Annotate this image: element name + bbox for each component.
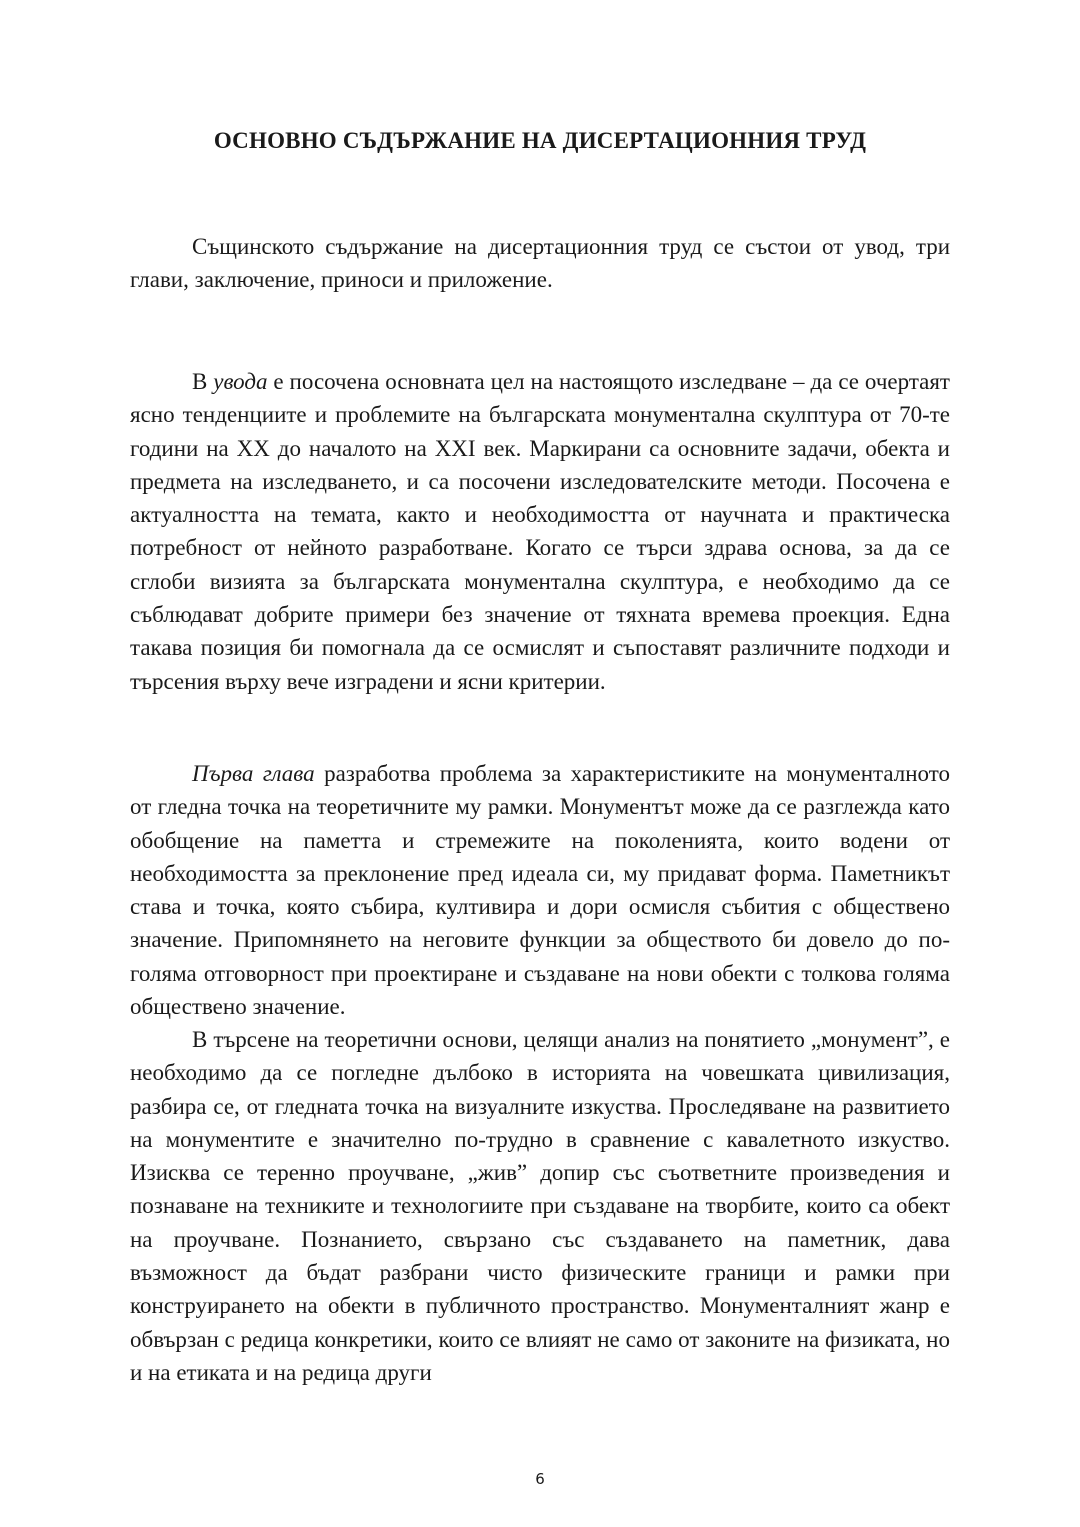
italic-term-uvod: увода — [213, 369, 268, 394]
italic-term-chapter-one: Първа глава — [192, 761, 315, 786]
paragraph-text: разработва проблема за характеристиките на монументалното от гледна точка на теоретичните му рамки. Монументът може да се разглежда като обобщение на паметта и стремежите на поколенията, които водени от необходимостта за преклонение пред идеала си, му придават форма. Паметникът става и точка, която събира, култивира и дори осмисля събития с обществено значение. Припомнянето на неговите функции за обществото би довело до по-голяма отговорност при проектиране и създаване на нови обекти с толкова голяма обществено значение. — [130, 761, 950, 1020]
paragraph-theoretical-basis: В търсене на теоретични основи, целящи анализ на понятието „монумент”, е необходимо да се погледне дълбоко в историята на човешката цивилизация, разбира се, от гледната точка на визуалните изкуства. Проследяване на развитието на монументите е значително по-трудно в сравнение с кавалетното изкуство. Изисква се теренно проучване, „жив” допир със съответните произведения и познаване на техниките и технологиите при създаване на творбите, които са обект на проучване. Познанието, свързано със създаването на паметник, дава възможност да бъдат разбрани чисто физическите граници и рамки при конструирането на обекти в публичното пространство. Монументалният жанр е обвързан с редица конкретики, които се влияят не само от законите на физиката, но и на етиката и на редица други — [130, 1027, 950, 1385]
page-number: 6 — [535, 1470, 545, 1488]
paragraph-intro: Същинското съдържание на дисертационния труд се състои от увод, три глави, заключение, приноси и приложение. — [130, 234, 950, 293]
paragraph-lead: В — [192, 369, 214, 394]
paragraph-text: е посочена основната цел на настоящото изследване – да се очертаят ясно тенденциите и проблемите на българската монументална скулптура от 70-те години на ХХ до началото на ХХІ век. Маркирани са основните задачи, обекта и предмета на изследването, и са посочени изследователските методи. Посочена е актуалността на темата, както и необходимостта от научната и практическа потребност от нейното разработване. Когато се търси здрава основа, за да се сглоби визията за българската монументална скулптура, е необходимо да се съблюдават добрите примери без значение от тяхната времева проекция. Една такава позиция би помогнала да се осмислят и съпоставят различните подходи и търсения върху вече изградени и ясни критерии. — [130, 369, 950, 694]
paragraph-introduction-summary — [130, 365, 950, 698]
paragraph-chapter-one — [130, 757, 950, 1023]
page-title: ОСНОВНО СЪДЪРЖАНИЕ НА ДИСЕРТАЦИОННИЯ ТРУД — [213, 128, 867, 153]
document-page — [130, 0, 950, 1527]
